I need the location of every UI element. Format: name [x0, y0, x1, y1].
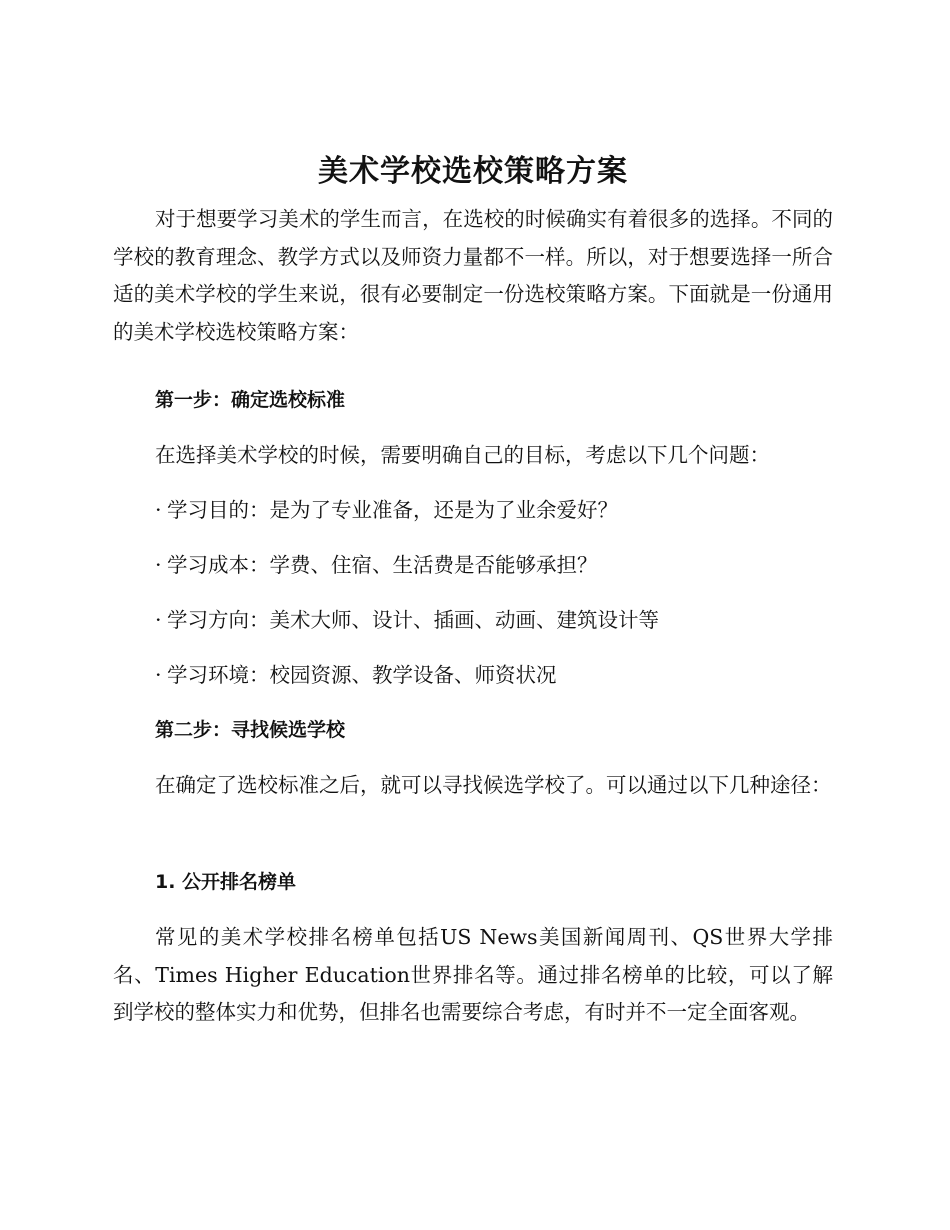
- bullet-text: 学习环境：校园资源、教学设备、师资状况: [167, 663, 557, 687]
- bullet-item: [155, 605, 659, 635]
- step1-heading: 第一步：确定选校标准: [155, 389, 346, 411]
- bullet-dot-icon: ·: [155, 663, 162, 687]
- bullet-text: 学习方向：美术大师、设计、插画、动画、建筑设计等: [167, 608, 659, 632]
- bullet-text: 学习成本：学费、住宿、生活费是否能够承担？: [167, 553, 598, 577]
- bullet-dot-icon: ·: [155, 498, 162, 522]
- bullet-item: [155, 550, 598, 580]
- bullet-item: [155, 660, 557, 690]
- intro-paragraph: 对于想要学习美术的学生而言，在选校的时候确实有着很多的选择。不同的学校的教育理念、教学方式以及师资力量都不一样。所以，对于想要选择一所合适的美术学校的学生来说，很有必要制定一份选校策略方案。下面就是一份通用的美术学校选校策略方案：: [113, 207, 833, 344]
- sub1-paragraph: 常见的美术学校排名榜单包括US News美国新闻周刊、QS世界大学排名、Times Higher Education世界排名等。通过排名榜单的比较，可以了解到学校的整体实力和优势，但排名也需要综合考虑，有时并不一定全面客观。: [113, 925, 833, 1024]
- step1-lead: 在选择美术学校的时候，需要明确自己的目标，考虑以下几个问题：: [155, 443, 770, 467]
- bullet-item: [155, 495, 618, 525]
- sub1-heading: 1. 公开排名榜单: [155, 871, 297, 893]
- bullet-dot-icon: ·: [155, 553, 162, 577]
- bullet-dot-icon: ·: [155, 608, 162, 632]
- step2-lead: 在确定了选校标准之后，就可以寻找候选学校了。可以通过以下几种途径：: [155, 773, 832, 797]
- page-title: 美术学校选校策略方案: [318, 154, 628, 189]
- bullet-text: 学习目的：是为了专业准备，还是为了业余爱好？: [167, 498, 618, 522]
- step2-heading: 第二步：寻找候选学校: [155, 719, 346, 741]
